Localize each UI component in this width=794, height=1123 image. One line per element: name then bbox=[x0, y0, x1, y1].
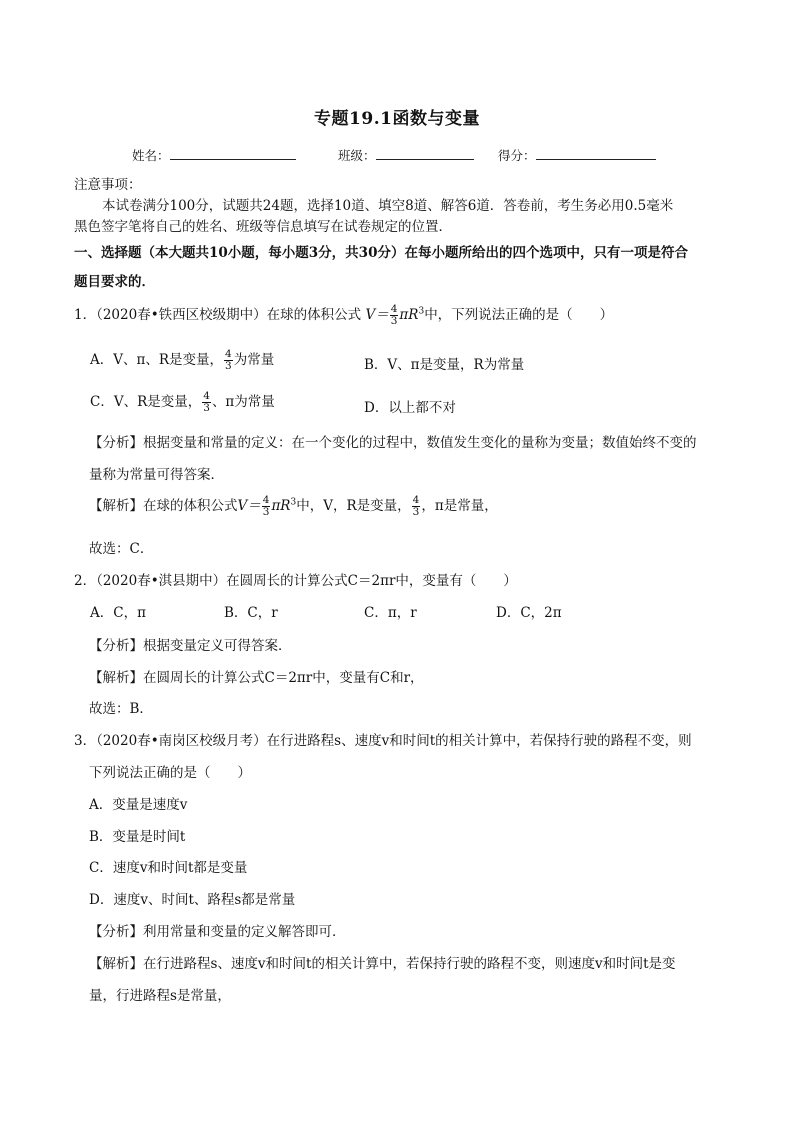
q3-option-a[interactable]: A．变量是速度v bbox=[89, 797, 188, 813]
fraction-numerator: 4 bbox=[225, 348, 232, 360]
q3-solution-line-1: 【解析】在行进路程s、速度v和时间t的相关计算中，若保持行驶的路程不变，则速度v和时间t是变 bbox=[89, 956, 676, 972]
q3-analysis: 【分析】利用常量和变量的定义解答即可． bbox=[89, 924, 346, 940]
fraction-denominator: 3 bbox=[412, 506, 420, 518]
q3-option-d[interactable]: D．速度v、时间t、路程s都是常量 bbox=[89, 892, 296, 908]
q1-formula-head: V＝ bbox=[365, 307, 389, 323]
q1-analysis-line-1: 【分析】根据变量和常量的定义：在一个变化的过程中，数值发生变化的量称为变量；数值始终不变的 bbox=[89, 435, 697, 451]
fraction-numerator: 4 bbox=[390, 303, 398, 315]
option-c-tail: 、π为常量 bbox=[211, 394, 275, 410]
q1-prefix: 1．（2020春•铁西区校级期中）在球的体积公式 bbox=[74, 307, 362, 323]
name-label: 姓名： bbox=[132, 148, 170, 163]
q2-analysis: 【分析】根据变量定义可得答案． bbox=[89, 638, 292, 654]
q3-option-b[interactable]: B．变量是时间t bbox=[89, 829, 186, 845]
option-a-tail: 为常量 bbox=[233, 352, 275, 368]
solution-exponent: 3 bbox=[290, 497, 297, 508]
question-1-stem bbox=[74, 303, 734, 327]
name-field[interactable] bbox=[132, 146, 296, 164]
q1-fraction bbox=[390, 304, 399, 327]
score-field[interactable] bbox=[498, 146, 656, 164]
fraction-denominator: 3 bbox=[203, 402, 210, 414]
q1-option-d[interactable]: D．以上都不对 bbox=[364, 400, 456, 416]
solution-fraction-2 bbox=[412, 495, 421, 518]
question-2-stem: 2．（2020春•淇县期中）在圆周长的计算公式C＝2πr中，变量有（ ） bbox=[74, 573, 517, 589]
fraction-numerator: 4 bbox=[203, 390, 210, 402]
q1-formula-tail: πR bbox=[399, 307, 419, 323]
score-label: 得分： bbox=[498, 148, 536, 163]
option-c-fraction bbox=[202, 391, 211, 414]
notice-line-1: 本试卷满分100分，试题共24题，选择10道、填空8道、解答6道．答卷前，考生务必用0.5毫米 bbox=[102, 198, 674, 214]
notice-heading: 注意事项： bbox=[74, 177, 142, 193]
class-label: 班级： bbox=[338, 148, 376, 163]
option-c-text: C．V、R是变量， bbox=[90, 394, 202, 410]
notice-line-2: 黑色签字笔将自己的姓名、班级等信息填写在试卷规定的位置． bbox=[74, 219, 452, 235]
q2-option-d[interactable]: D．C，2π bbox=[496, 605, 562, 621]
q1-answer: 故选：C． bbox=[89, 541, 154, 557]
q2-option-b[interactable]: B．C，r bbox=[224, 605, 278, 621]
fraction-numerator: 4 bbox=[412, 494, 420, 506]
solution-formula-tail: πR bbox=[271, 498, 291, 514]
solution-tail: ，π是常量， bbox=[421, 498, 498, 514]
q3-solution-line-2: 量，行进路程s是常量， bbox=[89, 988, 231, 1004]
option-a-fraction bbox=[224, 349, 233, 372]
q2-solution: 【解析】在圆周长的计算公式C＝2πr中，变量有C和r， bbox=[89, 670, 424, 686]
fraction-denominator: 3 bbox=[225, 360, 232, 372]
q1-exponent: 3 bbox=[418, 306, 425, 317]
q1-analysis-line-2: 量称为常量可得答案． bbox=[89, 467, 224, 483]
q3-option-c[interactable]: C．速度v和时间t都是变量 bbox=[89, 860, 248, 876]
fraction-numerator: 4 bbox=[262, 494, 270, 506]
fraction-denominator: 3 bbox=[390, 315, 398, 327]
solution-formula-head: V＝ bbox=[237, 498, 261, 514]
q1-suffix: 中，下列说法正确的是（ ） bbox=[424, 307, 614, 323]
section-heading-line-1: 一、选择题（本大题共10小题，每小题3分，共30分）在每小题所给出的四个选项中，只有一项是符合 bbox=[74, 245, 688, 261]
page-title: 专题19.1函数与变量 bbox=[314, 109, 480, 129]
q2-option-a[interactable]: A．C，π bbox=[90, 605, 146, 621]
class-blank[interactable] bbox=[376, 147, 474, 160]
question-3-stem-line-2: 下列说法正确的是（ ） bbox=[89, 765, 251, 781]
q1-solution bbox=[89, 494, 749, 518]
q1-option-b[interactable]: B．V、π是变量，R为常量 bbox=[364, 357, 525, 373]
class-field[interactable] bbox=[338, 146, 474, 164]
solution-mid: 中，V，R是变量， bbox=[296, 498, 411, 514]
fraction-denominator: 3 bbox=[262, 506, 270, 518]
q2-answer: 故选：B． bbox=[89, 701, 153, 717]
question-3-stem-line-1: 3．（2020春•南岗区校级月考）在行进路程s、速度v和时间t的相关计算中，若保持行驶的路程不变，则 bbox=[74, 733, 692, 749]
q2-option-c[interactable]: C．π，r bbox=[364, 605, 417, 621]
section-heading-line-2: 题目要求的． bbox=[74, 274, 155, 290]
solution-text: 【解析】在球的体积公式 bbox=[89, 498, 238, 514]
name-blank[interactable] bbox=[170, 147, 296, 160]
option-a-text: A．V、π、R是变量， bbox=[90, 352, 224, 368]
score-blank[interactable] bbox=[536, 147, 656, 160]
solution-fraction bbox=[262, 495, 271, 518]
